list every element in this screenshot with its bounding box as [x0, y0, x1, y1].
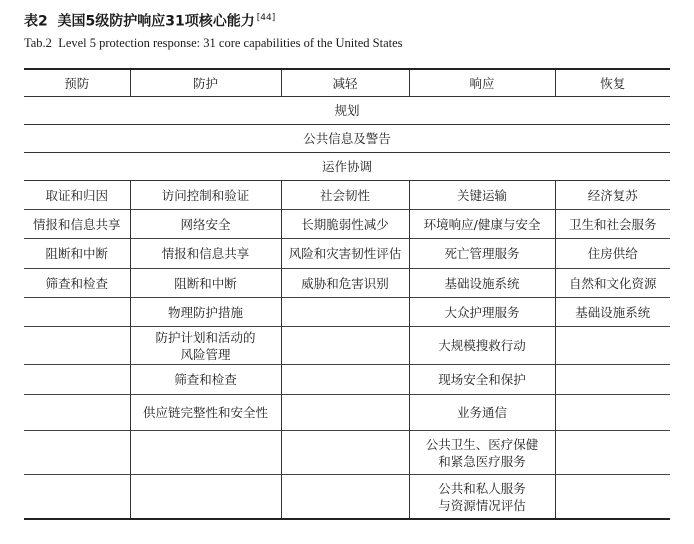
- table-title-en: Level 5 protection response: 31 core capabilities of the United States: [58, 35, 403, 50]
- cell-response: 大众护理服务: [409, 298, 555, 327]
- cell-mitigation: [281, 475, 409, 520]
- cell-recovery: 卫生和社会服务: [555, 210, 670, 239]
- cell-protection: [130, 431, 281, 475]
- table-label-cn: 表2: [24, 13, 48, 30]
- cell-mitigation: 社会韧性: [281, 181, 409, 210]
- common-row-public-information: [24, 125, 670, 153]
- cell-protection: 网络安全: [130, 210, 281, 239]
- header-protection: 防护: [130, 69, 281, 97]
- cell-recovery: 经济复苏: [555, 181, 670, 210]
- cell-protection: [130, 475, 281, 520]
- table-row: [24, 181, 670, 210]
- cell-mitigation: 长期脆弱性减少: [281, 210, 409, 239]
- cell-response: 大规模搜救行动: [409, 327, 555, 365]
- table-caption: [24, 8, 684, 52]
- caption-english: [24, 34, 684, 52]
- cell-recovery: [555, 365, 670, 395]
- common-row-planning: [24, 97, 670, 125]
- cell-prevention: 情报和信息共享: [24, 210, 130, 239]
- header-recovery: 恢复: [555, 69, 670, 97]
- table-row: [24, 327, 670, 365]
- cell-response: 基础设施系统: [409, 269, 555, 298]
- table-label-en: Tab.2: [24, 35, 52, 50]
- cell-response: 死亡管理服务: [409, 239, 555, 269]
- cell-response: 公共卫生、医疗保健 和紧急医疗服务: [409, 431, 555, 475]
- table-row: [24, 210, 670, 239]
- header-response: 响应: [409, 69, 555, 97]
- cell-mitigation: [281, 431, 409, 475]
- cell-recovery: [555, 475, 670, 520]
- common-row-operational-coordination: [24, 153, 670, 181]
- cell-mitigation: 风险和灾害韧性评估: [281, 239, 409, 269]
- cell-mitigation: [281, 365, 409, 395]
- cell-prevention: 筛查和检查: [24, 269, 130, 298]
- cell-recovery: 基础设施系统: [555, 298, 670, 327]
- table-title-cn: 美国5级防护响应31项核心能力: [57, 13, 255, 30]
- cell-prevention: [24, 298, 130, 327]
- cell-recovery: 自然和文化资源: [555, 269, 670, 298]
- core-capabilities-table: [24, 68, 670, 520]
- cell-prevention: 阻断和中断: [24, 239, 130, 269]
- cell-prevention: [24, 431, 130, 475]
- header-row: [24, 69, 670, 97]
- table-row: [24, 298, 670, 327]
- cell-response: 公共和私人服务 与资源情况评估: [409, 475, 555, 520]
- cell-prevention: 取证和归因: [24, 181, 130, 210]
- caption-chinese: [24, 8, 684, 32]
- cell-protection: 筛查和检查: [130, 365, 281, 395]
- cell-protection: 防护计划和活动的 风险管理: [130, 327, 281, 365]
- cell-protection: 访问控制和验证: [130, 181, 281, 210]
- capability-rows: [24, 181, 670, 520]
- cell-protection: 情报和信息共享: [130, 239, 281, 269]
- cell-protection: 阻断和中断: [130, 269, 281, 298]
- cell-response: 现场安全和保护: [409, 365, 555, 395]
- common-cell: 运作协调: [24, 153, 670, 181]
- cell-recovery: [555, 431, 670, 475]
- header-mitigation: 减轻: [281, 69, 409, 97]
- cell-recovery: 住房供给: [555, 239, 670, 269]
- cell-protection: 物理防护措施: [130, 298, 281, 327]
- cell-response: 关键运输: [409, 181, 555, 210]
- cell-prevention: [24, 327, 130, 365]
- cell-mitigation: 威胁和危害识别: [281, 269, 409, 298]
- table-row: [24, 365, 670, 395]
- table-row: [24, 239, 670, 269]
- table-row: [24, 431, 670, 475]
- cell-response: 环境响应/健康与安全: [409, 210, 555, 239]
- cell-prevention: [24, 475, 130, 520]
- cell-mitigation: [281, 298, 409, 327]
- cell-response: 业务通信: [409, 395, 555, 431]
- reference-marker: [44]: [256, 13, 276, 23]
- table-row: [24, 475, 670, 520]
- cell-mitigation: [281, 395, 409, 431]
- table-row: [24, 269, 670, 298]
- header-prevention: 预防: [24, 69, 130, 97]
- cell-prevention: [24, 395, 130, 431]
- cell-recovery: [555, 395, 670, 431]
- table-row: [24, 395, 670, 431]
- cell-protection: 供应链完整性和安全性: [130, 395, 281, 431]
- cell-recovery: [555, 327, 670, 365]
- common-cell: 公共信息及警告: [24, 125, 670, 153]
- common-cell: 规划: [24, 97, 670, 125]
- cell-prevention: [24, 365, 130, 395]
- cell-mitigation: [281, 327, 409, 365]
